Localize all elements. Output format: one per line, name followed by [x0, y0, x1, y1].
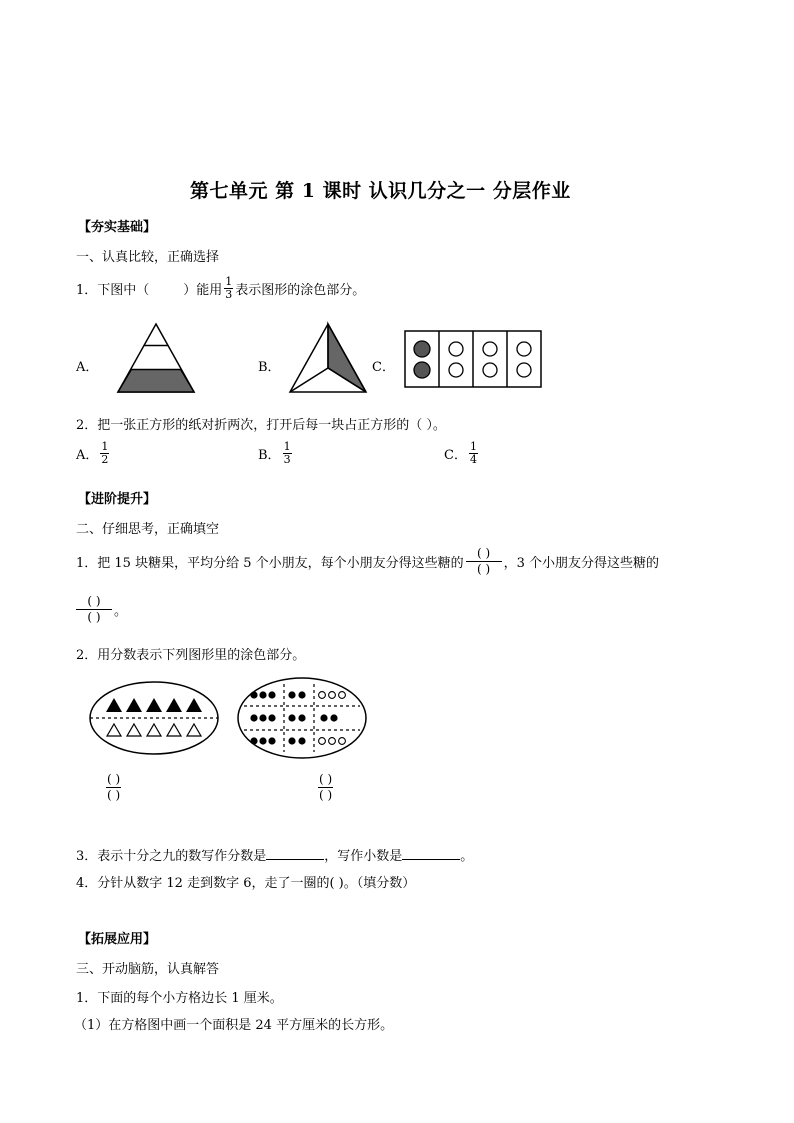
dots-ellipse-figure — [236, 676, 368, 760]
circle-boxes-figure — [404, 330, 544, 390]
part1-heading: 一、认真比较，正确选择 — [76, 250, 220, 265]
question-2-2: 2．用分数表示下列图形里的涂色部分。 — [76, 648, 306, 663]
answer-fraction-triangles[interactable] — [104, 772, 123, 803]
option-label: C． — [444, 448, 467, 463]
section-basic: 【夯实基础】 — [78, 220, 157, 235]
answer-line[interactable] — [402, 847, 460, 860]
option-label: A． — [76, 448, 99, 463]
q2-option-b — [258, 441, 294, 466]
section-advanced: 【进阶提升】 — [78, 492, 157, 507]
answer-line[interactable] — [266, 847, 324, 860]
option-a-label: A． — [76, 360, 99, 375]
frac-denominator: 3 — [225, 288, 233, 301]
q2-option-a — [76, 441, 111, 466]
q-text: 。 — [114, 604, 128, 619]
question-1-2: 2．把一张正方形的纸对折两次，打开后每一块占正方形的（ ）。 — [76, 418, 446, 433]
frac-denominator-blank[interactable]: ( ) — [319, 788, 333, 802]
q1-prefix: 1．下图中（ — [76, 283, 150, 298]
frac-numerator-blank[interactable]: ( ) — [319, 772, 333, 786]
question-2-4: 4．分针从数字 12 走到数字 6，走了一圈的( )。（填分数） — [76, 876, 416, 891]
triangle-layers-figure — [116, 322, 196, 394]
frac-numerator: 1 — [101, 440, 109, 453]
frac-denominator: 3 — [283, 453, 291, 466]
frac-denominator: 2 — [101, 453, 109, 466]
fraction-one-third — [224, 276, 233, 301]
triangle-center-figure — [288, 322, 368, 394]
frac-denominator-blank[interactable]: ( ) — [466, 561, 502, 577]
q1-suffix: 表示图形的涂色部分。 — [235, 283, 366, 298]
frac-numerator: 1 — [283, 440, 291, 453]
frac-denominator: 4 — [469, 453, 477, 466]
part3-heading: 三、开动脑筋，认真解答 — [76, 962, 220, 977]
fraction — [283, 441, 292, 466]
question-1-1 — [76, 276, 365, 301]
part2-heading: 二、仔细思考，正确填空 — [76, 522, 220, 537]
question-3-1-1: （1）在方格图中画一个面积是 24 平方厘米的长方形。 — [74, 1018, 394, 1033]
frac-numerator-blank[interactable]: ( ) — [87, 594, 101, 608]
question-2-3 — [76, 845, 473, 864]
fraction — [469, 441, 478, 466]
q1-mid: ）能用 — [183, 283, 223, 298]
q-text: ，写作小数是 — [324, 849, 403, 864]
frac-denominator-blank[interactable]: ( ) — [107, 788, 121, 802]
question-3-1: 1．下面的每个小方格边长 1 厘米。 — [76, 991, 283, 1006]
fraction — [100, 441, 109, 466]
option-c-label: C． — [372, 360, 395, 375]
q-text: 。 — [460, 849, 474, 864]
q-text: 3．表示十分之九的数写作分数是 — [76, 849, 267, 864]
fraction-blank[interactable] — [76, 594, 112, 625]
section-extension: 【拓展应用】 — [78, 932, 157, 947]
fraction-blank[interactable] — [466, 546, 502, 577]
frac-denominator-blank[interactable]: ( ) — [76, 609, 112, 625]
frac-numerator-blank[interactable]: ( ) — [477, 546, 491, 560]
option-label: B． — [258, 448, 281, 463]
fraction-blank[interactable] — [106, 772, 121, 803]
answer-fraction-dots[interactable] — [316, 772, 335, 803]
q-text: ，3 个小朋友分得这些糖的 — [503, 556, 660, 571]
frac-numerator-blank[interactable]: ( ) — [107, 772, 121, 786]
triangles-ellipse-figure — [88, 680, 220, 756]
question-2-1-cont — [74, 594, 127, 625]
q-text: 1．把 15 块糖果，平均分给 5 个小朋友，每个小朋友分得这些糖的 — [76, 556, 464, 571]
question-2-1 — [76, 546, 659, 577]
frac-numerator: 1 — [225, 275, 233, 288]
option-b-label: B． — [258, 360, 281, 375]
fraction-blank[interactable] — [318, 772, 333, 803]
frac-numerator: 1 — [469, 440, 477, 453]
page-title: 第七单元 第 1 课时 认识几分之一 分层作业 — [190, 180, 571, 202]
q2-option-c — [444, 441, 480, 466]
